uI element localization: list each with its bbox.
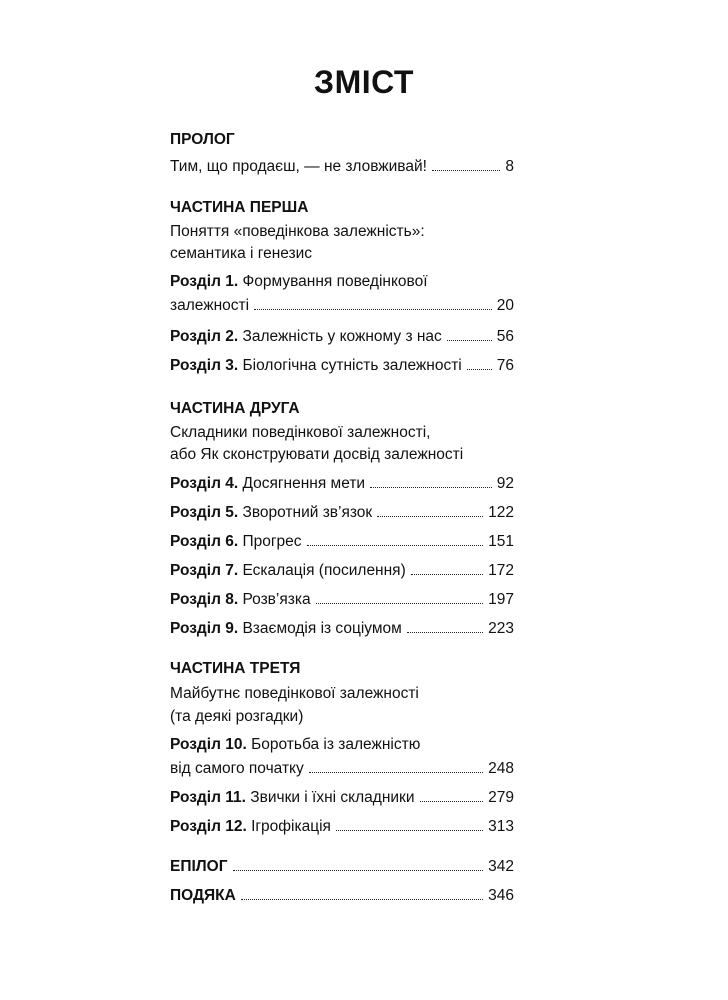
dot-leader bbox=[254, 308, 492, 310]
part3-subtitle-line2: (та деякі розгадки) bbox=[170, 708, 304, 725]
toc-entry-epilogue[interactable] bbox=[170, 857, 514, 877]
chapter-number: Розділ 6. bbox=[170, 533, 239, 550]
dot-leader bbox=[316, 602, 484, 604]
prologue-heading: ПРОЛОГ bbox=[170, 131, 235, 148]
part1-subtitle-line2: семантика і генезис bbox=[170, 245, 313, 262]
toc-entry-chapter-12[interactable] bbox=[170, 817, 514, 837]
toc-entry-thanks[interactable] bbox=[170, 886, 514, 906]
chapter-number: Розділ 10. bbox=[170, 736, 247, 753]
chapter-title: Біологічна сутність залежності bbox=[242, 357, 462, 374]
toc-entry-chapter-10-line1[interactable] bbox=[170, 735, 514, 755]
dot-leader bbox=[307, 544, 484, 546]
toc-entry-chapter-6[interactable] bbox=[170, 532, 514, 552]
part2-subtitle-line1: Складники поведінкової залежності, bbox=[170, 424, 431, 441]
toc-entry-chapter-11[interactable] bbox=[170, 788, 514, 808]
chapter-title: Ігрофікація bbox=[251, 818, 331, 835]
toc-entry-chapter-8[interactable] bbox=[170, 590, 514, 610]
part3-heading: ЧАСТИНА ТРЕТЯ bbox=[170, 660, 301, 677]
chapter-number: Розділ 4. bbox=[170, 475, 239, 492]
chapter-title: Зворотний зв’язок bbox=[242, 504, 373, 521]
toc-entry-chapter-2[interactable] bbox=[170, 327, 514, 347]
chapter-number: Розділ 2. bbox=[170, 328, 239, 345]
chapter-title: Досягнення мети bbox=[242, 475, 366, 492]
dot-leader bbox=[309, 771, 483, 773]
toc-entry-prologue[interactable] bbox=[170, 157, 514, 177]
toc-entry-chapter-1-line1[interactable] bbox=[170, 272, 514, 292]
chapter-title: Прогрес bbox=[242, 533, 302, 550]
dot-leader bbox=[370, 486, 492, 488]
dot-leader bbox=[411, 573, 483, 575]
chapter-title-cont: від самого початку bbox=[170, 760, 304, 777]
toc-entry-page: 342 bbox=[488, 858, 514, 875]
toc-entry-chapter-9[interactable] bbox=[170, 619, 514, 639]
chapter-number: Розділ 3. bbox=[170, 357, 239, 374]
toc-entry-page: 248 bbox=[488, 760, 514, 777]
toc-entry-page: 346 bbox=[488, 887, 514, 904]
toc-entry-page: 151 bbox=[488, 533, 514, 550]
toc-entry-page: 223 bbox=[488, 620, 514, 637]
toc-entry-chapter-5[interactable] bbox=[170, 503, 514, 523]
chapter-title: Формування поведінкової bbox=[242, 273, 428, 290]
part1-subtitle-line1: Поняття «поведінкова залежність»: bbox=[170, 223, 425, 240]
toc-entry-page: 76 bbox=[496, 357, 514, 374]
toc-entry-chapter-3[interactable] bbox=[170, 356, 514, 376]
chapter-title-cont: залежності bbox=[170, 297, 250, 314]
toc-entry-page: 172 bbox=[488, 562, 514, 579]
epilogue-label: ЕПІЛОГ bbox=[170, 858, 228, 875]
toc-entry-page: 56 bbox=[496, 328, 514, 345]
toc-entry-page: 8 bbox=[505, 158, 514, 175]
thanks-label: ПОДЯКА bbox=[170, 887, 236, 904]
toc-entry-chapter-4[interactable] bbox=[170, 474, 514, 494]
chapter-number: Розділ 7. bbox=[170, 562, 239, 579]
toc-entry-page: 279 bbox=[488, 789, 514, 806]
dot-leader bbox=[336, 829, 483, 831]
chapter-number: Розділ 5. bbox=[170, 504, 239, 521]
toc-entry-chapter-7[interactable] bbox=[170, 561, 514, 581]
chapter-number: Розділ 8. bbox=[170, 591, 239, 608]
toc-entry-chapter-1[interactable] bbox=[170, 296, 514, 316]
dot-leader bbox=[233, 869, 484, 871]
dot-leader bbox=[420, 800, 484, 802]
toc-entry-page: 122 bbox=[488, 504, 514, 521]
chapter-title: Боротьба із залежністю bbox=[251, 736, 421, 753]
dot-leader bbox=[447, 339, 492, 341]
toc-entry-page: 92 bbox=[496, 475, 514, 492]
chapter-title: Взаємодія із соціумом bbox=[242, 620, 402, 637]
dot-leader bbox=[377, 515, 483, 517]
toc-entry-chapter-10[interactable] bbox=[170, 759, 514, 779]
dot-leader bbox=[432, 169, 500, 171]
toc-entry-page: 20 bbox=[496, 297, 514, 314]
chapter-number: Розділ 1. bbox=[170, 273, 239, 290]
part2-heading: ЧАСТИНА ДРУГА bbox=[170, 400, 300, 417]
chapter-number: Розділ 11. bbox=[170, 789, 246, 806]
toc-entry-label: Тим, що продаєш, — не зловживай! bbox=[170, 158, 427, 175]
part1-heading: ЧАСТИНА ПЕРША bbox=[170, 199, 309, 216]
part2-subtitle-line2: або Як сконструювати досвід залежності bbox=[170, 446, 464, 463]
dot-leader bbox=[241, 898, 483, 900]
chapter-number: Розділ 9. bbox=[170, 620, 239, 637]
page-title: ЗМІСТ bbox=[314, 64, 414, 100]
dot-leader bbox=[407, 631, 483, 633]
chapter-title: Ескалація (посилення) bbox=[242, 562, 406, 579]
chapter-title: Звички і їхні складники bbox=[250, 789, 415, 806]
toc-entry-page: 197 bbox=[488, 591, 514, 608]
dot-leader bbox=[467, 368, 492, 370]
part3-subtitle-line1: Майбутнє поведінкової залежності bbox=[170, 685, 419, 702]
chapter-title: Розв’язка bbox=[242, 591, 311, 608]
toc-entry-page: 313 bbox=[488, 818, 514, 835]
chapter-title: Залежність у кожному з нас bbox=[242, 328, 442, 345]
chapter-number: Розділ 12. bbox=[170, 818, 247, 835]
